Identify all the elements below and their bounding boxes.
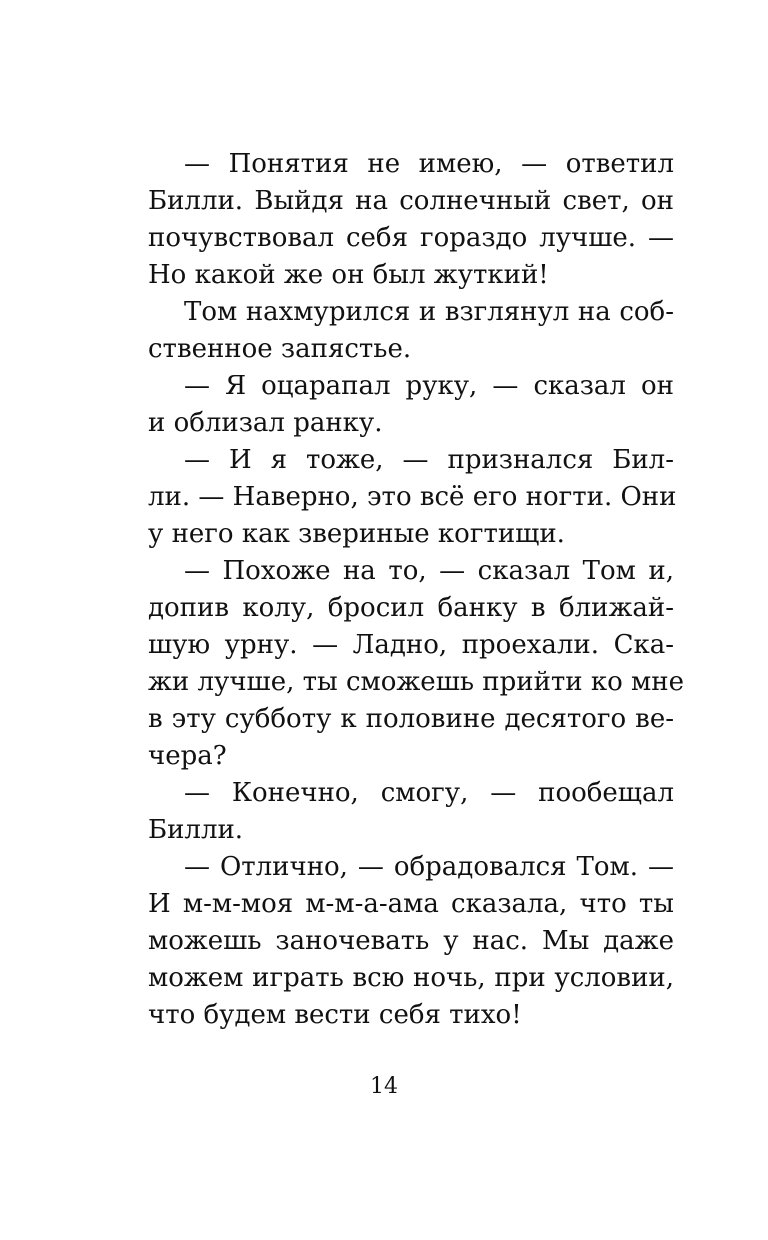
text-line: можешь заночевать у нас. Мы даже [148, 926, 674, 956]
text-line: почувствовал себя гораздо лучше. — [148, 223, 674, 253]
text-line: Том нахмурился и взглянул на соб- [184, 297, 674, 327]
text-line: И м-м-моя м-м-а-ама сказала, что ты [148, 889, 674, 919]
text-line: ственное запястье. [148, 334, 412, 364]
text-line: — Конечно, смогу, — пообещал [184, 778, 674, 808]
text-line: можем играть всю ночь, при условии, [148, 963, 674, 993]
text-line: — Похоже на то, — сказал Том и, [184, 556, 674, 586]
text-line: — Отлично, — обрадовался Том. — [184, 852, 674, 882]
text-line: Билли. Выйдя на солнечный свет, он [148, 186, 674, 216]
page-body-text [148, 146, 684, 1034]
text-line: — Я оцарапал руку, — сказал он [184, 371, 674, 401]
text-line: в эту субботу к половине десятого ве- [148, 704, 674, 734]
text-line: допив колу, бросил банку в ближай- [148, 593, 674, 623]
text-line: — И я тоже, — признался Бил- [184, 445, 674, 475]
text-line: Билли. [148, 815, 244, 845]
text-line: что будем вести себя тихо! [148, 1000, 522, 1030]
text-line: — Понятия не имею, — ответил [184, 149, 674, 179]
text-line: чера? [148, 741, 227, 771]
text-line: ли. — Наверно, это всё его ногти. Они [148, 482, 677, 512]
text-line: Но какой же он был жуткий! [148, 260, 549, 290]
text-line: у него как звериные когтищи. [148, 519, 565, 549]
text-line: шую урну. — Ладно, проехали. Ска- [148, 630, 674, 660]
page-number: 14 [370, 1074, 398, 1099]
text-line: и облизал ранку. [148, 408, 383, 438]
text-line: жи лучше, ты сможешь прийти ко мне [148, 667, 684, 697]
